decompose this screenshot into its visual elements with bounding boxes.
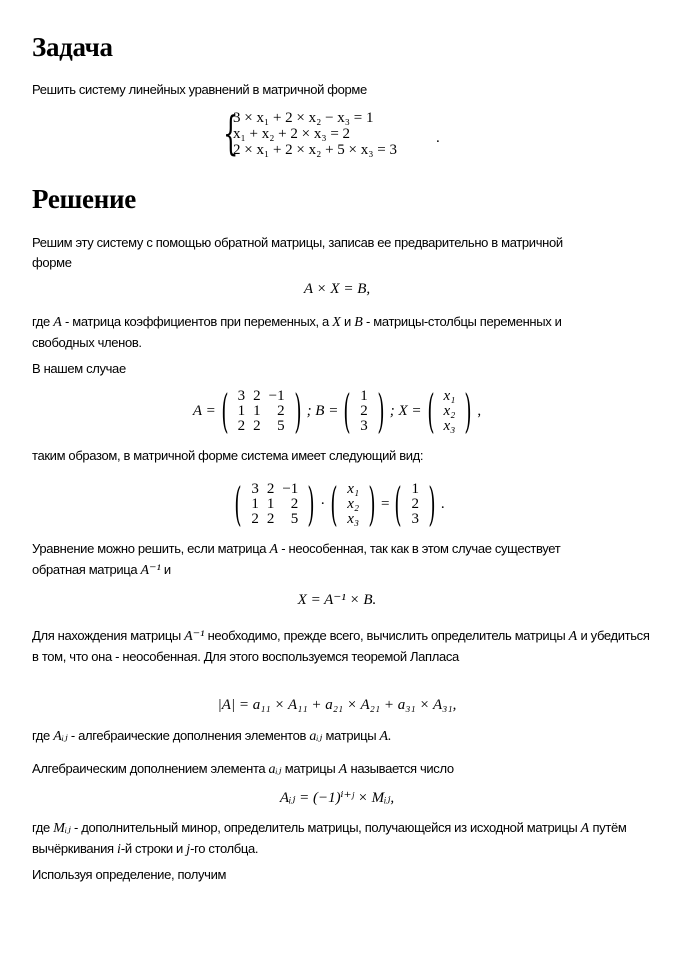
formula-x-equals: X = A⁻¹ × B. [297, 592, 377, 608]
solution-paragraph-2 [32, 312, 592, 353]
text: -го столбца. [190, 841, 259, 856]
text: и убедиться в том, что она - неособенная. Для этого воспользуемся теоремой Лапласа [32, 628, 650, 664]
text: - матрица коэффициентов при переменных, а [61, 314, 333, 329]
text: матрицы [281, 761, 339, 776]
solution-heading: Решение [32, 184, 136, 214]
text: где [32, 314, 54, 329]
matrix-cell: 2 [266, 480, 275, 497]
solution-paragraph-5 [32, 539, 592, 581]
left-paren: ( [221, 384, 229, 438]
text: матрицы [322, 728, 380, 743]
solution-paragraph-7 [32, 726, 652, 747]
solution-paragraph-6 [32, 626, 652, 667]
text: необходимо, прежде всего, вычислить определитель матрицы [204, 628, 569, 643]
system-row-2: x₁ + x₂ + 2 × x₃ = 2 [233, 126, 351, 142]
solution-paragraph-8 [32, 759, 652, 780]
matrix-B [338, 384, 389, 438]
dot-operator: · [320, 495, 326, 512]
left-paren: ( [394, 477, 403, 531]
matrix-cell: x₃ [347, 510, 360, 527]
system-period: . [436, 130, 440, 146]
system-row-3: 2 × x₁ + 2 × x₂ + 5 × x₃ = 3 [233, 142, 397, 158]
period: . [440, 495, 445, 512]
left-paren: ( [343, 384, 351, 438]
math-B: B [354, 315, 363, 330]
matrix-cell: 2 [360, 402, 368, 419]
matrix-cell: 2 [290, 495, 299, 512]
task-intro: Решить систему линейных уравнений в матричной форме [32, 82, 367, 97]
matrix-cell: 5 [277, 417, 285, 434]
text: - неособенная, так как в этом случае существует обратная матрица [32, 541, 561, 577]
task-heading: Задача [32, 32, 113, 62]
math-A: A. [379, 729, 392, 744]
math-A: A [568, 629, 578, 644]
matrix-cell: 2 [253, 417, 261, 434]
text: называется число [347, 761, 454, 776]
matrix-cell: 3 [411, 510, 419, 527]
right-paren: ) [293, 384, 302, 438]
math-Aij: Aᵢⱼ [53, 729, 68, 744]
text: и [160, 562, 171, 577]
math-A-inverse: A⁻¹ [184, 629, 205, 644]
right-paren: ) [368, 477, 376, 531]
label-A: A = [192, 402, 216, 419]
text: Для нахождения матрицы [32, 628, 185, 643]
text: Уравнение можно решить, если матрица [32, 541, 270, 556]
text: - матрицы-столбцы переменных и свободных членов. [32, 314, 562, 350]
text: -й строки и [120, 841, 187, 856]
math-Mij: Mᵢⱼ [53, 821, 71, 836]
math-i: i [116, 842, 121, 857]
math-aij: aᵢⱼ [309, 729, 323, 744]
math-j: j [186, 842, 191, 857]
left-paren: ( [330, 477, 338, 531]
comma: , [477, 402, 482, 419]
matrix-product [0, 476, 674, 532]
text: Алгебраическим дополнением элемента [32, 761, 269, 776]
matrix-cell: −1 [268, 387, 285, 404]
matrix-cell: 1 [253, 402, 261, 419]
equation-system [223, 106, 397, 161]
label-X: ; X = [389, 402, 422, 419]
matrix-cell: x₂ [443, 402, 456, 419]
right-paren: ) [377, 384, 385, 438]
math-A: A [338, 762, 348, 777]
matrix-definitions [0, 383, 674, 439]
formula-axb: A × X = B, [303, 281, 371, 297]
formula-laplace: |A| = a₁₁ × A₁₁ + a₂₁ × A₂₁ + a₃₁ × A₃₁, [217, 697, 457, 713]
solution-paragraph-10: Используя определение, получим [32, 867, 227, 882]
label-B: ; B = [306, 402, 339, 419]
equals: = [381, 495, 390, 512]
left-brace: { [223, 106, 239, 161]
solution-paragraph-3: В нашем случае [32, 361, 126, 376]
matrix-cell: 2 [253, 387, 261, 404]
text: путём вычёркивания [32, 820, 627, 856]
system-row-1: 3 × x₁ + 2 × x₂ − x₃ = 1 [233, 110, 374, 126]
solution-paragraph-4: таким образом, в матричной форме система имеет следующий вид: [32, 448, 424, 463]
matrix-cell: 2 [411, 495, 419, 512]
math-A: A [580, 821, 590, 836]
right-paren: ) [464, 384, 472, 438]
matrix-cell: x₁ [347, 480, 360, 497]
formula-cofactor: Aᵢⱼ = (−1)ⁱ⁺ʲ × Mᵢⱼ, [279, 790, 395, 806]
matrix-cell: x₃ [443, 417, 456, 434]
text: и [340, 314, 355, 329]
right-paren: ) [428, 477, 436, 531]
matrix-cell: x₁ [443, 387, 456, 404]
matrix-cell: 1 [266, 495, 275, 512]
text: где [32, 728, 54, 743]
math-aij: aᵢⱼ [268, 762, 282, 777]
text: - дополнительный минор, определитель матрицы, получающейся из исходной матрицы [70, 820, 581, 835]
text: - алгебраические дополнения элементов [67, 728, 310, 743]
text: где [32, 820, 54, 835]
matrix-X [325, 477, 381, 531]
math-A: A [53, 315, 62, 330]
matrix-cell: 2 [266, 510, 275, 527]
matrix-cell: −1 [282, 480, 299, 497]
matrix-A [216, 384, 307, 438]
matrix-cell: 1 [251, 495, 259, 512]
matrix-cell: 1 [411, 480, 419, 497]
right-paren: ) [307, 477, 315, 531]
matrix-cell: 2 [277, 402, 285, 419]
matrix-cell: 2 [251, 510, 259, 527]
matrix-cell: 3 [237, 387, 246, 404]
matrix-A [229, 477, 320, 531]
solution-paragraph-1: Решим эту систему с помощью обратной матрицы, записав ее предварительно в матричной форме [32, 235, 563, 270]
solution-paragraph-9 [32, 818, 632, 860]
math-X: X [332, 315, 341, 330]
matrix-cell: 3 [360, 417, 368, 434]
matrix-B [389, 477, 440, 531]
matrix-cell: 1 [237, 402, 246, 419]
matrix-cell: 5 [290, 510, 299, 527]
matrix-X [422, 384, 478, 438]
math-A: A [269, 542, 278, 557]
left-paren: ( [426, 384, 435, 438]
matrix-cell: 2 [237, 417, 246, 434]
matrix-cell: 1 [360, 387, 368, 404]
math-A-inverse: A⁻¹ [140, 563, 161, 578]
matrix-cell: 3 [251, 480, 259, 497]
left-paren: ( [234, 477, 242, 531]
matrix-cell: x₂ [347, 495, 360, 512]
